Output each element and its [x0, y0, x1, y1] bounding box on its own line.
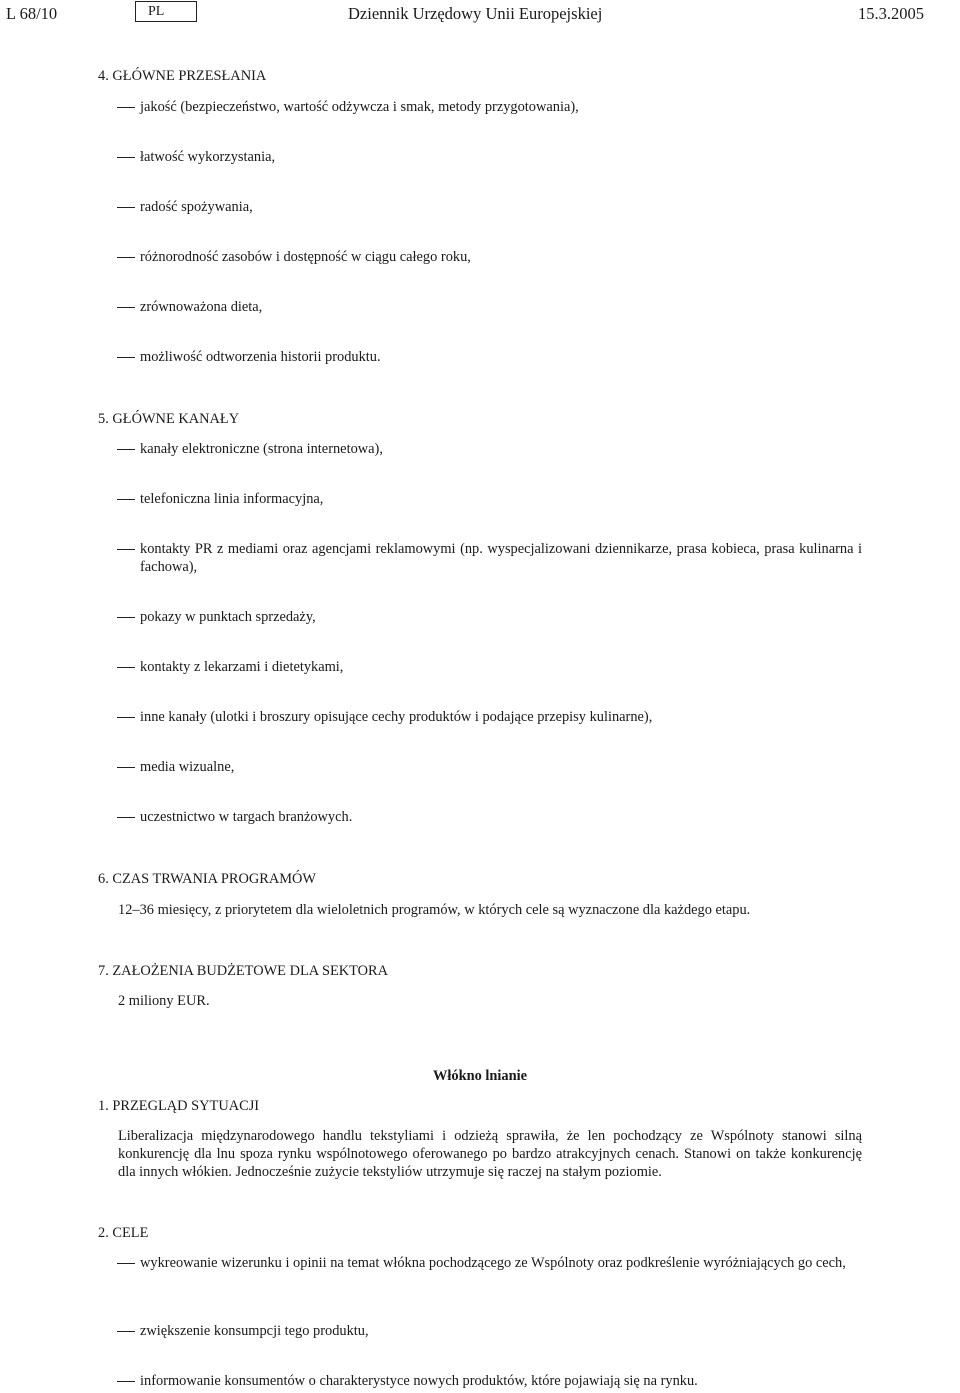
dash-bullet — [117, 617, 135, 618]
page-reference: L 68/10 — [6, 4, 58, 23]
section-heading: 1. PRZEGLĄD SYTUACJI — [98, 1098, 260, 1114]
list-item: inne kanały (ulotki i broszury opisujące cechy produktów i podające przepisy kulinarne), — [140, 709, 653, 725]
dash-bullet — [117, 107, 135, 108]
dash-bullet — [117, 817, 135, 818]
section-heading: 5. GŁÓWNE KANAŁY — [98, 411, 240, 427]
list-item: kontakty PR z mediami oraz agencjami reklamowymi (np. wyspecjalizowani dziennikarze, prasa kobieca, prasa kulinarna i fachowa), — [140, 541, 862, 575]
list-item: różnorodność zasobów i dostępność w ciągu całego roku, — [140, 249, 471, 265]
dash-bullet — [117, 717, 135, 718]
list-item: wykreowanie wizerunku i opinii na temat włókna pochodzącego ze Wspólnoty oraz podkreślenie wyróżniających go cech, — [140, 1255, 846, 1271]
dash-bullet — [117, 549, 135, 550]
dash-bullet — [117, 1381, 135, 1382]
section-heading: 6. CZAS TRWANIA PROGRAMÓW — [98, 871, 317, 887]
section-text: Liberalizacja międzynarodowego handlu tekstyliami i odzieżą sprawiła, że len pochodzący ze Wspólnoty stanowi silną konkurencję dla lnu spoza rynku wspólnotowego oferowanego po bardzo atrakcyjnych cenach. Stanowi on także konkurencję dla innych włókien. Jednocześnie zużycie tekstyliów utrzymuje się raczej na stałym poziomie. — [118, 1128, 862, 1180]
dash-bullet — [117, 157, 135, 158]
dash-bullet — [117, 207, 135, 208]
section-text: 12–36 miesięcy, z priorytetem dla wieloletnich programów, w których cele są wyznaczone dla każdego etapu. — [118, 902, 751, 918]
language-badge: PL — [135, 1, 197, 22]
dash-bullet — [117, 357, 135, 358]
dash-bullet — [117, 1331, 135, 1332]
section-text: 2 miliony EUR. — [118, 993, 210, 1009]
dash-bullet — [117, 307, 135, 308]
dash-bullet — [117, 449, 135, 450]
section-heading: 4. GŁÓWNE PRZESŁANIA — [98, 68, 267, 84]
publication-date: 15.3.2005 — [858, 4, 924, 23]
dash-bullet — [117, 767, 135, 768]
dash-bullet — [117, 257, 135, 258]
list-item: pokazy w punktach sprzedaży, — [140, 609, 316, 625]
section-heading: 7. ZAŁOŻENIA BUDŻETOWE DLA SEKTORA — [98, 963, 389, 979]
list-item: łatwość wykorzystania, — [140, 149, 276, 165]
list-item: możliwość odtworzenia historii produktu. — [140, 349, 381, 365]
list-item: media wizualne, — [140, 759, 235, 775]
section-heading: 2. CELE — [98, 1225, 149, 1241]
list-item: zrównoważona dieta, — [140, 299, 263, 315]
dash-bullet — [117, 1263, 135, 1264]
product-title: Włókno lnianie — [433, 1068, 527, 1084]
list-item: telefoniczna linia informacyjna, — [140, 491, 324, 507]
dash-bullet — [117, 499, 135, 500]
list-item: informowanie konsumentów o charakterystyce nowych produktów, które pojawiają się na rynku. — [140, 1373, 698, 1389]
list-item: zwiększenie konsumpcji tego produktu, — [140, 1323, 369, 1339]
list-item: uczestnictwo w targach branżowych. — [140, 809, 353, 825]
journal-title: Dziennik Urzędowy Unii Europejskiej — [348, 4, 603, 23]
list-item: radość spożywania, — [140, 199, 253, 215]
dash-bullet — [117, 667, 135, 668]
list-item: kontakty z lekarzami i dietetykami, — [140, 659, 344, 675]
list-item: kanały elektroniczne (strona internetowa), — [140, 441, 383, 457]
list-item: jakość (bezpieczeństwo, wartość odżywcza i smak, metody przygotowania), — [140, 99, 579, 115]
